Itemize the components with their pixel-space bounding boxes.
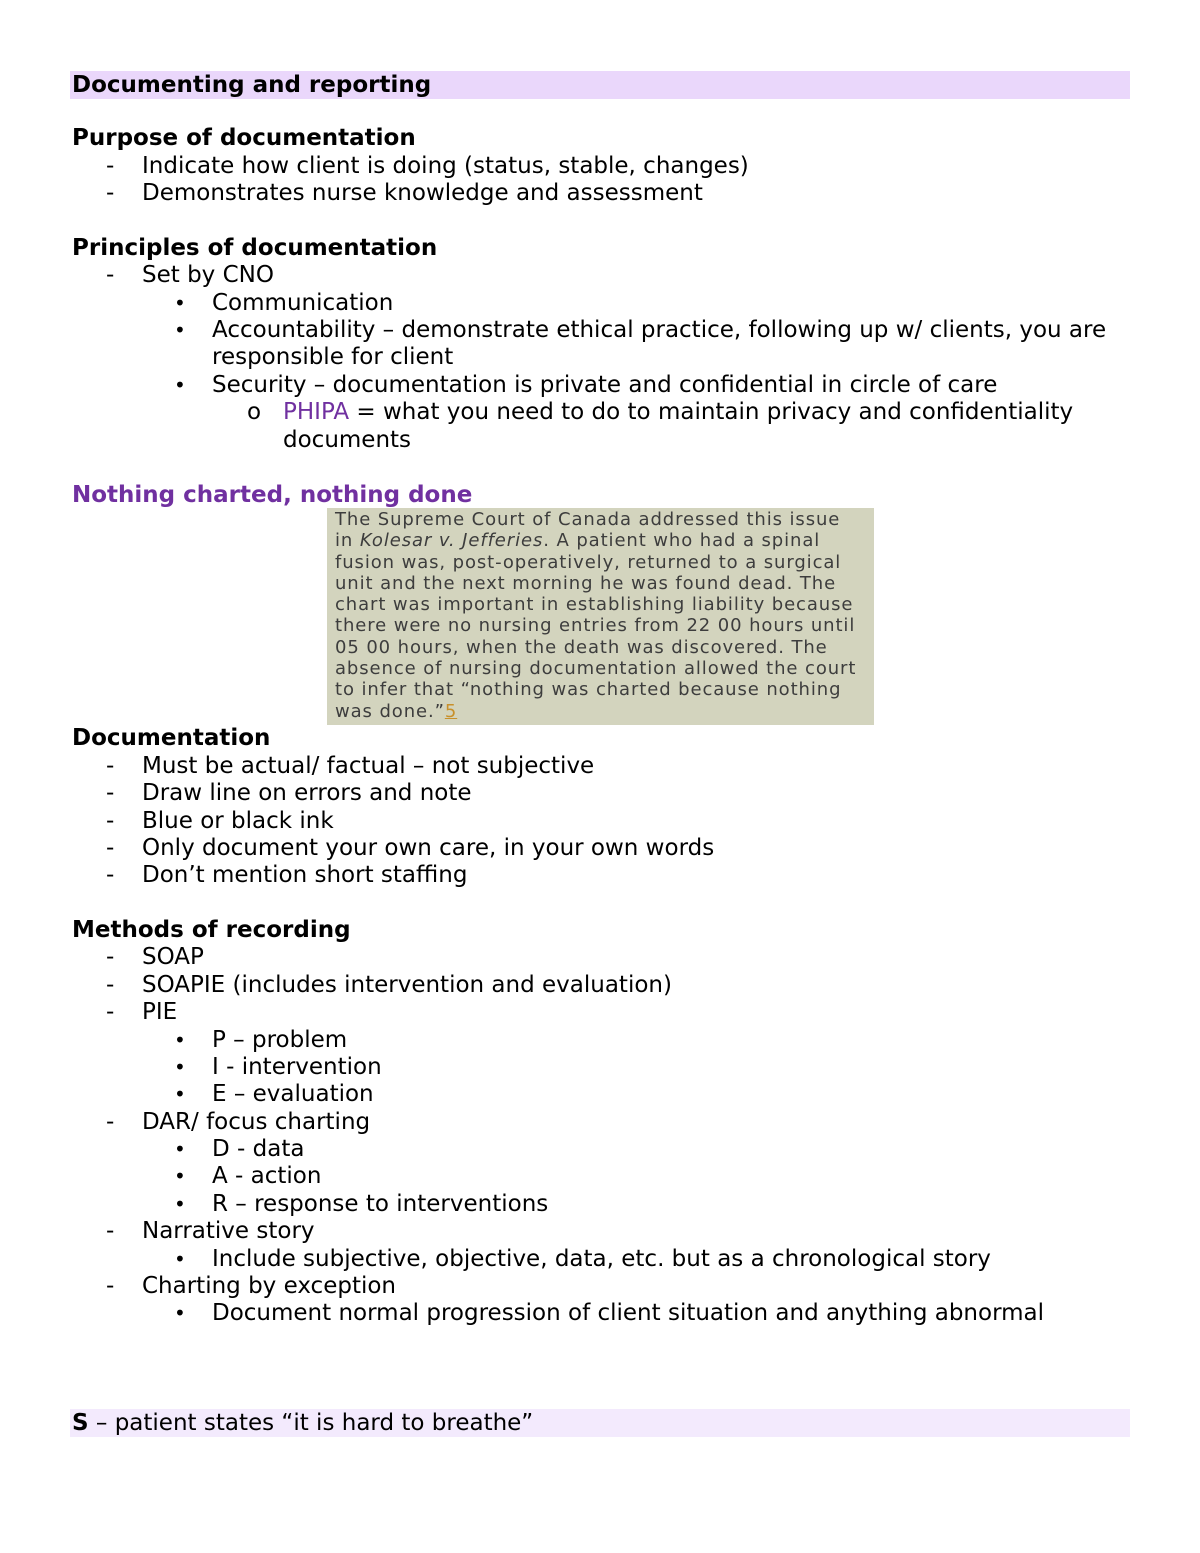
documentation-item: Don’t mention short staffing: [142, 862, 468, 888]
method-item: PIE: [142, 999, 178, 1025]
page-title: Documenting and reporting: [72, 72, 432, 98]
purpose-item: Demonstrates nurse knowledge and assessment: [142, 180, 703, 206]
phipa-line: [283, 399, 1073, 426]
principles-item: Set by CNO: [142, 262, 274, 288]
dash-marker: -: [106, 1109, 115, 1135]
quote-line: chart was important in establishing liability because: [335, 594, 854, 616]
dash-marker: -: [106, 753, 115, 779]
bullet-marker: •: [174, 1301, 186, 1325]
bullet-marker: •: [174, 1192, 186, 1216]
heading-nothing-charted: Nothing charted, nothing done: [72, 482, 473, 508]
pie-item: E – evaluation: [212, 1081, 374, 1107]
documentation-item: Blue or black ink: [142, 808, 334, 834]
quote-line: unit and the next morning he was found dead. The: [335, 572, 837, 594]
exception-item: Document normal progression of client situation and anything abnormal: [212, 1300, 1045, 1326]
pie-item: I - intervention: [212, 1054, 382, 1080]
bullet-marker: •: [174, 318, 186, 342]
quote-text: in: [335, 530, 360, 552]
documentation-item: Must be actual/ factual – not subjective: [142, 753, 595, 779]
soap-example-label: S: [72, 1410, 89, 1436]
documentation-item: Only document your own care, in your own words: [142, 835, 715, 861]
heading-documentation: Documentation: [72, 725, 271, 751]
case-name: Kolesar v. Jefferies: [359, 530, 544, 552]
bullet-marker: •: [174, 373, 186, 397]
method-item: DAR/ focus charting: [142, 1109, 371, 1135]
bullet-marker: •: [174, 1164, 186, 1188]
dash-marker: -: [106, 972, 115, 998]
dash-marker: -: [106, 808, 115, 834]
narrative-item: Include subjective, objective, data, etc. but as a chronological story: [212, 1246, 991, 1272]
dar-item: D - data: [212, 1136, 305, 1162]
purpose-item: Indicate how client is doing (status, stable, changes): [142, 153, 749, 179]
principles-bullet-cont: responsible for client: [212, 344, 454, 370]
heading-purpose: Purpose of documentation: [72, 125, 416, 151]
principles-bullet: Accountability – demonstrate ethical practice, following up w/ clients, you are: [212, 317, 1107, 343]
dash-marker: -: [106, 153, 115, 179]
dar-item: A - action: [212, 1163, 322, 1189]
documentation-item: Draw line on errors and note: [142, 780, 472, 806]
footnote-link[interactable]: 5: [444, 700, 458, 722]
quote-line: fusion was, post-operatively, returned to a surgical: [335, 551, 842, 573]
quote-line: [335, 530, 868, 551]
dash-marker: -: [106, 862, 115, 888]
dash-marker: -: [106, 262, 115, 288]
method-item: SOAP: [142, 944, 204, 970]
sub-bullet-marker: o: [247, 399, 262, 425]
bullet-marker: •: [174, 291, 186, 315]
dash-marker: -: [106, 999, 115, 1025]
principles-bullet: Communication: [212, 290, 394, 316]
soap-example-text: – patient states “it is hard to breathe”: [88, 1410, 534, 1436]
bullet-marker: •: [174, 1247, 186, 1271]
quote-line: The Supreme Court of Canada addressed this issue: [335, 509, 841, 530]
dash-marker: -: [106, 780, 115, 806]
principles-bullet: Security – documentation is private and confidential in circle of care: [212, 372, 998, 398]
heading-principles: Principles of documentation: [72, 235, 438, 261]
quote-line: there were no nursing entries from 22 00 hours until: [335, 615, 856, 637]
quote-text: was done.”: [335, 700, 445, 722]
method-item: Charting by exception: [142, 1273, 397, 1299]
quote-line: absence of nursing documentation allowed the court: [335, 658, 857, 680]
bullet-marker: •: [174, 1055, 186, 1079]
dash-marker: -: [106, 1273, 115, 1299]
dar-item: R – response to interventions: [212, 1191, 549, 1217]
heading-methods: Methods of recording: [72, 917, 351, 943]
method-item: Narrative story: [142, 1218, 315, 1244]
phipa-term: PHIPA: [283, 399, 350, 425]
phipa-definition: = what you need to do to maintain privacy and confidentiality: [349, 399, 1074, 425]
quote-line: [335, 701, 868, 722]
bullet-marker: •: [174, 1137, 186, 1161]
bullet-marker: •: [174, 1082, 186, 1106]
quote-text: . A patient who had a spinal: [543, 530, 821, 552]
phipa-line-cont: documents: [283, 427, 412, 453]
dash-marker: -: [106, 1218, 115, 1244]
bullet-marker: •: [174, 1028, 186, 1052]
dash-marker: -: [106, 944, 115, 970]
method-item: SOAPIE (includes intervention and evaluation): [142, 972, 672, 998]
quote-line: to infer that “nothing was charted because nothing: [335, 679, 842, 701]
soap-example: [72, 1410, 533, 1437]
quote-line: 05 00 hours, when the death was discovered. The: [335, 636, 828, 658]
dash-marker: -: [106, 180, 115, 206]
pie-item: P – problem: [212, 1027, 348, 1053]
dash-marker: -: [106, 835, 115, 861]
case-quote-box: [327, 508, 874, 725]
